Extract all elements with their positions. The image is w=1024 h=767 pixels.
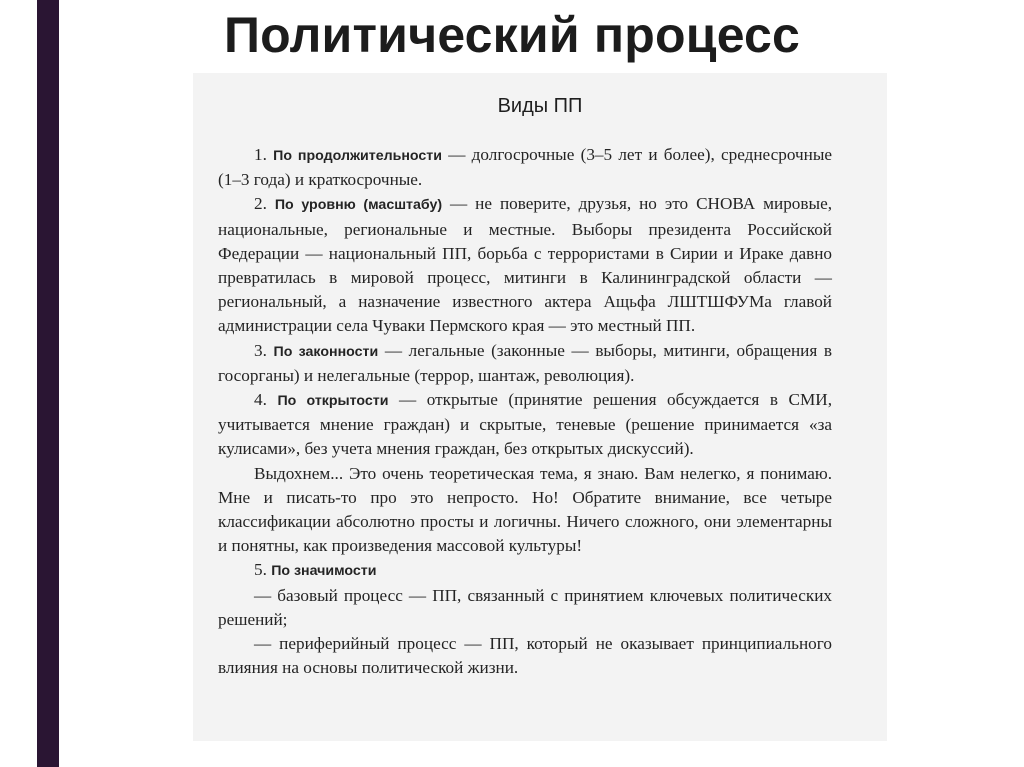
item-label: По значимости [271, 563, 377, 580]
item-5-line-1: — базовый процесс — ПП, связанный с принятием ключевых политических решений; [218, 585, 832, 629]
aside-paragraph: Выдохнем... Это очень теоретическая тема, я знаю. Вам нелегко, я понимаю. Мне и писать-то про это непросто. Но! Обратите внимание, все четыре классификации абсолютно просты и логичны. Ничего сложного, они элементарны и понятны, как произведения массовой культуры! [218, 463, 832, 556]
item-4 [218, 388, 832, 462]
side-accent-bar [37, 0, 59, 767]
item-text: — открытые (принятие решения обсуждается в СМИ, учитывается мнение граждан) и скрытые, теневые (решение принимается «за кулисами», без учета мнения граждан, без открытых дискуссий). [218, 390, 832, 459]
item-number: 5. [254, 560, 267, 580]
scanned-page [193, 73, 887, 741]
item-2 [218, 192, 832, 338]
item-number: 2. [254, 194, 267, 214]
item-5-line-2: — периферийный процесс — ПП, который не оказывает принципиального влияния на основы политической жизни. [218, 634, 832, 678]
item-number: 4. [254, 390, 267, 410]
item-5 [218, 558, 832, 583]
item-text: — не поверите, друзья, но это СНОВА мировые, национальные, региональные и местные. Выборы президента Российской Федерации — национальный ПП, борьба с террористами в Сирии и Ираке давно превратилась в мировой процесс, митинги в Калининградской области — региональный, а назначение известного актера Ащьфа ЛШТШФУМа главой администрации села Чуваки Пермского края — это местный ПП. [218, 194, 832, 336]
item-3 [218, 339, 832, 388]
item-text: — долгосрочные (3–5 лет и более), среднесрочные (1–3 года) и краткосрочные. [218, 145, 833, 190]
item-1 [218, 143, 832, 192]
page-body [218, 143, 832, 680]
slide-title: Политический процесс [223, 7, 801, 63]
item-label: По открытости [277, 393, 389, 410]
item-label: По уровню (масштабу) [274, 197, 443, 214]
item-label: По продолжительности [273, 148, 442, 164]
item-number: 1. [254, 145, 267, 164]
section-heading: Виды ПП [497, 95, 583, 117]
item-label: По законности [273, 343, 379, 360]
item-number: 3. [254, 340, 267, 360]
item-text: — легальные (законные — выборы, митинги, обращения в госорганы) и нелегальные (террор, шантаж, революция). [218, 340, 833, 385]
